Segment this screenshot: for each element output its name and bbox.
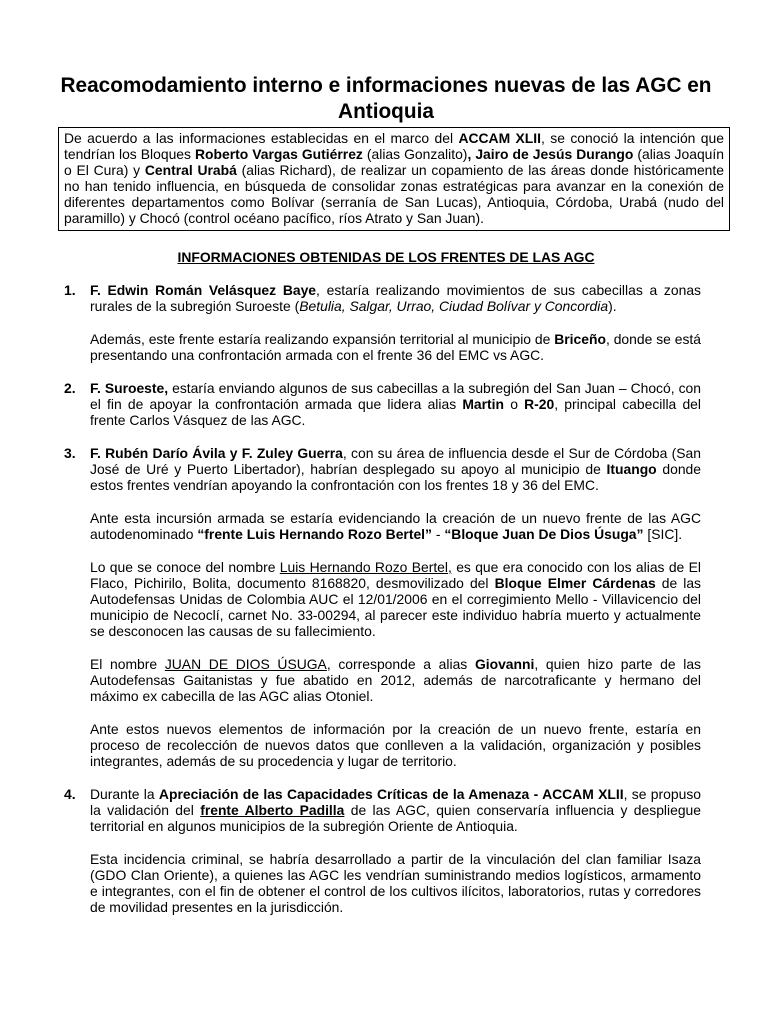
document-title: Reacomodamiento interno e informaciones nuevas de las AGC en Antioquia <box>60 74 712 123</box>
list-item-text <box>90 786 701 834</box>
item-text: Durante la <box>90 786 159 802</box>
list-number: 4. <box>64 786 76 802</box>
para-bold: “frente Luis Hernando Rozo Bertel” <box>197 526 432 543</box>
item-text: donde estos frentes vendrían apoyando la confrontación con los frentes 18 y 36 del EMC. <box>90 461 701 494</box>
intro-text: (alias Joaquín o El Cura) y <box>64 146 724 179</box>
para-underline: Luis Hernando Rozo Bertel, <box>279 559 452 575</box>
intro-box <box>58 127 730 231</box>
list-number: 2. <box>64 380 76 396</box>
para-bold: “Bloque Juan De Dios Úsuga” <box>444 526 644 543</box>
item-text: de las AGC, quien conservaría influencia y despliegue territorial en algunos municipios de la subregión Oriente de Antioquia. <box>90 802 701 835</box>
list-item-text <box>90 380 701 428</box>
item-text: ). <box>608 298 617 315</box>
item-text: estaría enviando algunos de sus cabecillas a la subregión del San Juan – Chocó, con el fin de apoyar la confrontación armada que lidera alias <box>90 380 701 413</box>
paragraph-1b <box>90 331 701 363</box>
para-text: Además, este frente estaría realizando expansión territorial al municipio de <box>90 331 555 347</box>
paragraph-3d <box>90 656 701 704</box>
item-text: , se propuso la validación del <box>90 786 701 819</box>
para-text: de las Autodefensas Unidas de Colombia AUC el 12/01/2006 en el corregimiento Mello - Villavicencio del municipio de Necoclí, carnet No. 33-00294, al parecer este individuo habría muerto y actualmente se desconocen las causas de su fallecimiento. <box>90 575 701 640</box>
para-text: El nombre <box>90 656 165 672</box>
item-bold: Ituango <box>606 461 657 478</box>
para-underline: JUAN DE DIOS ÚSUGA <box>164 656 327 672</box>
item-bold: Martin <box>462 396 505 413</box>
paragraph-3b <box>90 510 701 542</box>
para-text: , quien hizo parte de las Autodefensas Gaitanistas y fue abatido en 2012, además de narcotraficante y hermano del máximo ex cabecilla de las AGC alias Otoniel. <box>90 656 701 705</box>
para-bold: Briceño <box>554 331 606 347</box>
para-text: Ante esta incursión armada se estaría evidenciando la creación de un nuevo frente de las AGC autodenominado <box>90 510 701 543</box>
item-bold: F. Rubén Darío Ávila y F. Zuley Guerra <box>90 445 343 461</box>
intro-bold-roberto-vargas: Roberto Vargas Gutiérrez <box>195 146 363 163</box>
list-item-text <box>90 445 701 493</box>
para-bold: Giovanni <box>474 656 535 672</box>
item-bold: Apreciación de las Capacidades Críticas de la Amenaza - ACCAM XLII <box>158 786 624 802</box>
item-text: , principal cabecilla del frente Carlos Vásquez de las AGC. <box>90 396 701 429</box>
intro-bold-accam: ACCAM XLII <box>458 130 542 146</box>
paragraph-3c <box>90 559 701 639</box>
para-text: [SIC]. <box>643 526 683 543</box>
para-text: es que era conocido con los alias de El Flaco, Pichirilo, Bolita, documento 8168820, desmovilizado del <box>90 559 701 592</box>
list-number: 3. <box>64 445 76 461</box>
intro-bold-central-uraba: Central Urabá <box>144 162 237 179</box>
para-text: Esta incidencia criminal, se habría desarrollado a partir de la vinculación del clan familiar Isaza (GDO Clan Oriente), a quienes las AGC les vendrían suministrando medios logísticos, armamento e integrantes, con el fin de obtener el control de los cultivos ilícitos, laboratorios, rutas y corredores de movilidad presentes en la jurisdicción. <box>90 851 701 916</box>
para-text: Lo que se conoce del nombre <box>90 559 280 575</box>
paragraph-3e <box>90 721 701 769</box>
intro-text: , se conoció la intención que tendrían los Bloques <box>64 130 724 163</box>
item-bold: R-20 <box>524 396 555 413</box>
para-text: , corresponde a alias <box>326 656 475 672</box>
item-text: , con su área de influencia desde el Sur de Córdoba (San José de Uré y Puerto Libertador), habrían desplegado su apoyo al municipio de <box>90 445 701 478</box>
para-text: Ante estos nuevos elementos de información por la creación de un nuevo frente, estaría en proceso de recolección de nuevos datos que conlleven a la validación, organización y posibles integrantes, además de su procedencia y lugar de territorio. <box>90 721 701 770</box>
para-text: - <box>431 526 445 543</box>
item-bold: F. Edwin Román Velásquez Baye <box>90 282 317 298</box>
section-subheading: INFORMACIONES OBTENIDAS DE LOS FRENTES DE LAS AGC <box>177 249 595 265</box>
para-bold: Bloque Elmer Cárdenas <box>494 575 656 592</box>
item-bold-underline: frente Alberto Padilla <box>200 802 345 819</box>
item-bold: F. Suroeste, <box>90 380 169 396</box>
item-italic: Betulia, Salgar, Urrao, Ciudad Bolívar y Concordia <box>299 298 609 315</box>
paragraph-4b <box>90 851 701 915</box>
intro-text: (alias Gonzalito) <box>362 146 468 163</box>
item-text: o <box>504 396 525 413</box>
para-text: , donde se está presentando una confrontación armada con el frente 36 del EMC vs AGC. <box>90 331 701 364</box>
list-number: 1. <box>64 282 76 298</box>
intro-bold-jairo: , Jairo de Jesús Durango <box>467 146 634 163</box>
item-text: , estaría realizando movimientos de sus cabecillas a zonas rurales de la subregión Suroeste ( <box>90 282 701 315</box>
intro-text: (alias Richard), de realizar un copamiento de las áreas donde históricamente no han tenido influencia, en búsqueda de consolidar zonas estratégicas para avanzar en la conexión de diferentes departamentos como Bolívar (serranía de San Lucas), Antioquia, Córdoba, Urabá (nudo del paramillo) y Chocó (control océano pacífico, ríos Atrato y San Juan). <box>64 162 724 227</box>
list-item-text <box>90 282 701 314</box>
intro-text: De acuerdo a las informaciones establecidas en el marco del <box>64 130 459 146</box>
